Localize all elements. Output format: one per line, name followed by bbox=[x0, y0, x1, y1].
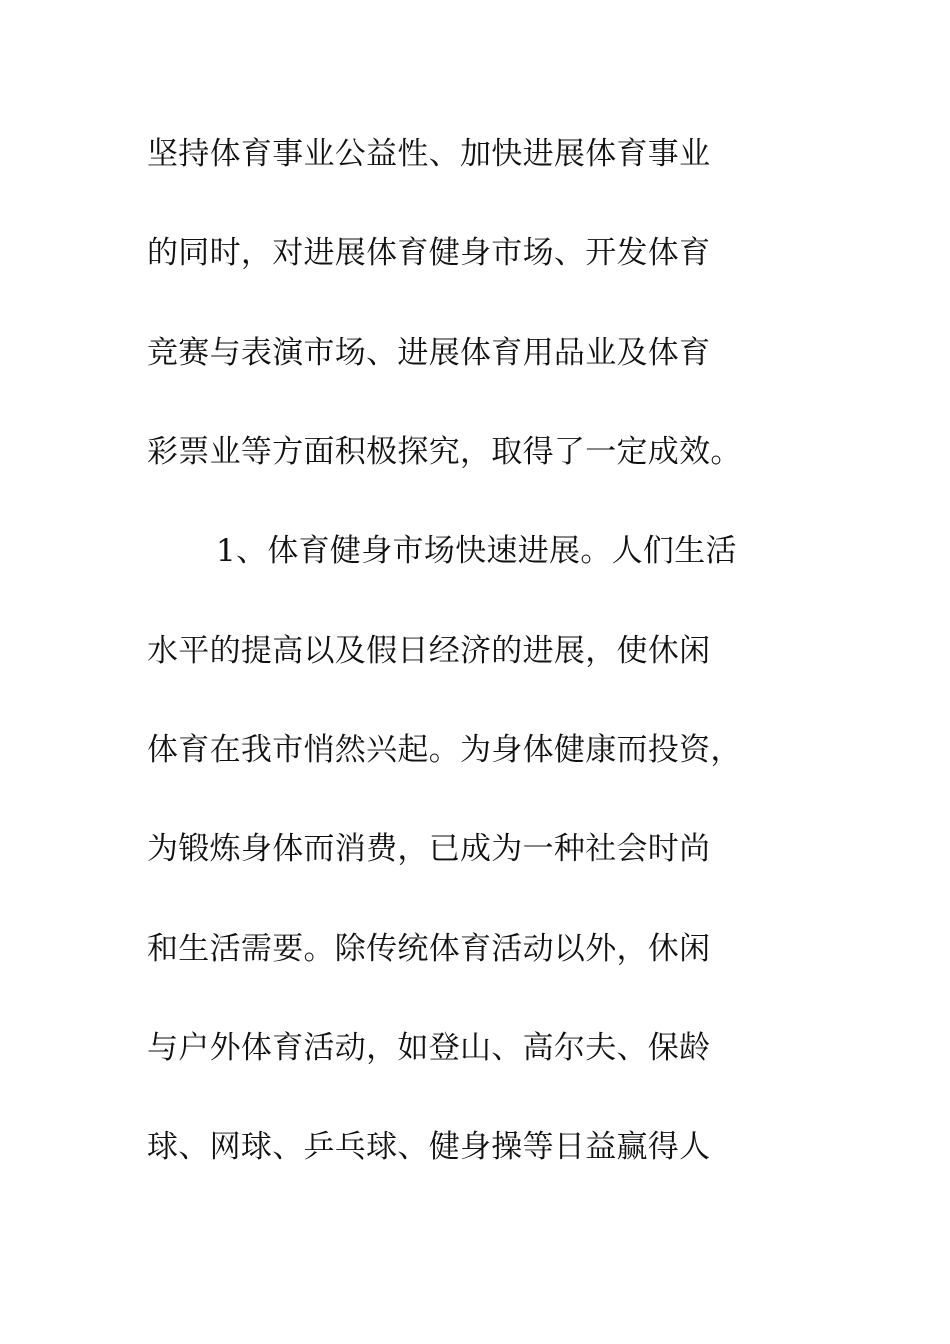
text-line: 体育在我市悄然兴起。为身体健康而投资， bbox=[147, 732, 742, 768]
text-line: 彩票业等方面积极探究，取得了一定成效。 bbox=[147, 434, 742, 470]
paragraph-start-line: 1、体育健身市场快速进展。人们生活 bbox=[216, 533, 737, 569]
text-line: 水平的提高以及假日经济的进展，使休闲 bbox=[147, 633, 711, 669]
text-line: 坚持体育事业公益性、加快进展体育事业 bbox=[147, 136, 711, 172]
text-line: 竞赛与表演市场、进展体育用品业及体育 bbox=[147, 335, 711, 371]
text-line: 球、网球、乒乓球、健身操等日益赢得人 bbox=[147, 1129, 711, 1165]
text-line: 与户外体育活动，如登山、高尔夫、保龄 bbox=[147, 1030, 711, 1066]
text-line: 为锻炼身体而消费，已成为一种社会时尚 bbox=[147, 831, 711, 867]
text-line: 的同时，对进展体育健身市场、开发体育 bbox=[147, 235, 711, 271]
text-line: 和生活需要。除传统体育活动以外，休闲 bbox=[147, 931, 711, 967]
